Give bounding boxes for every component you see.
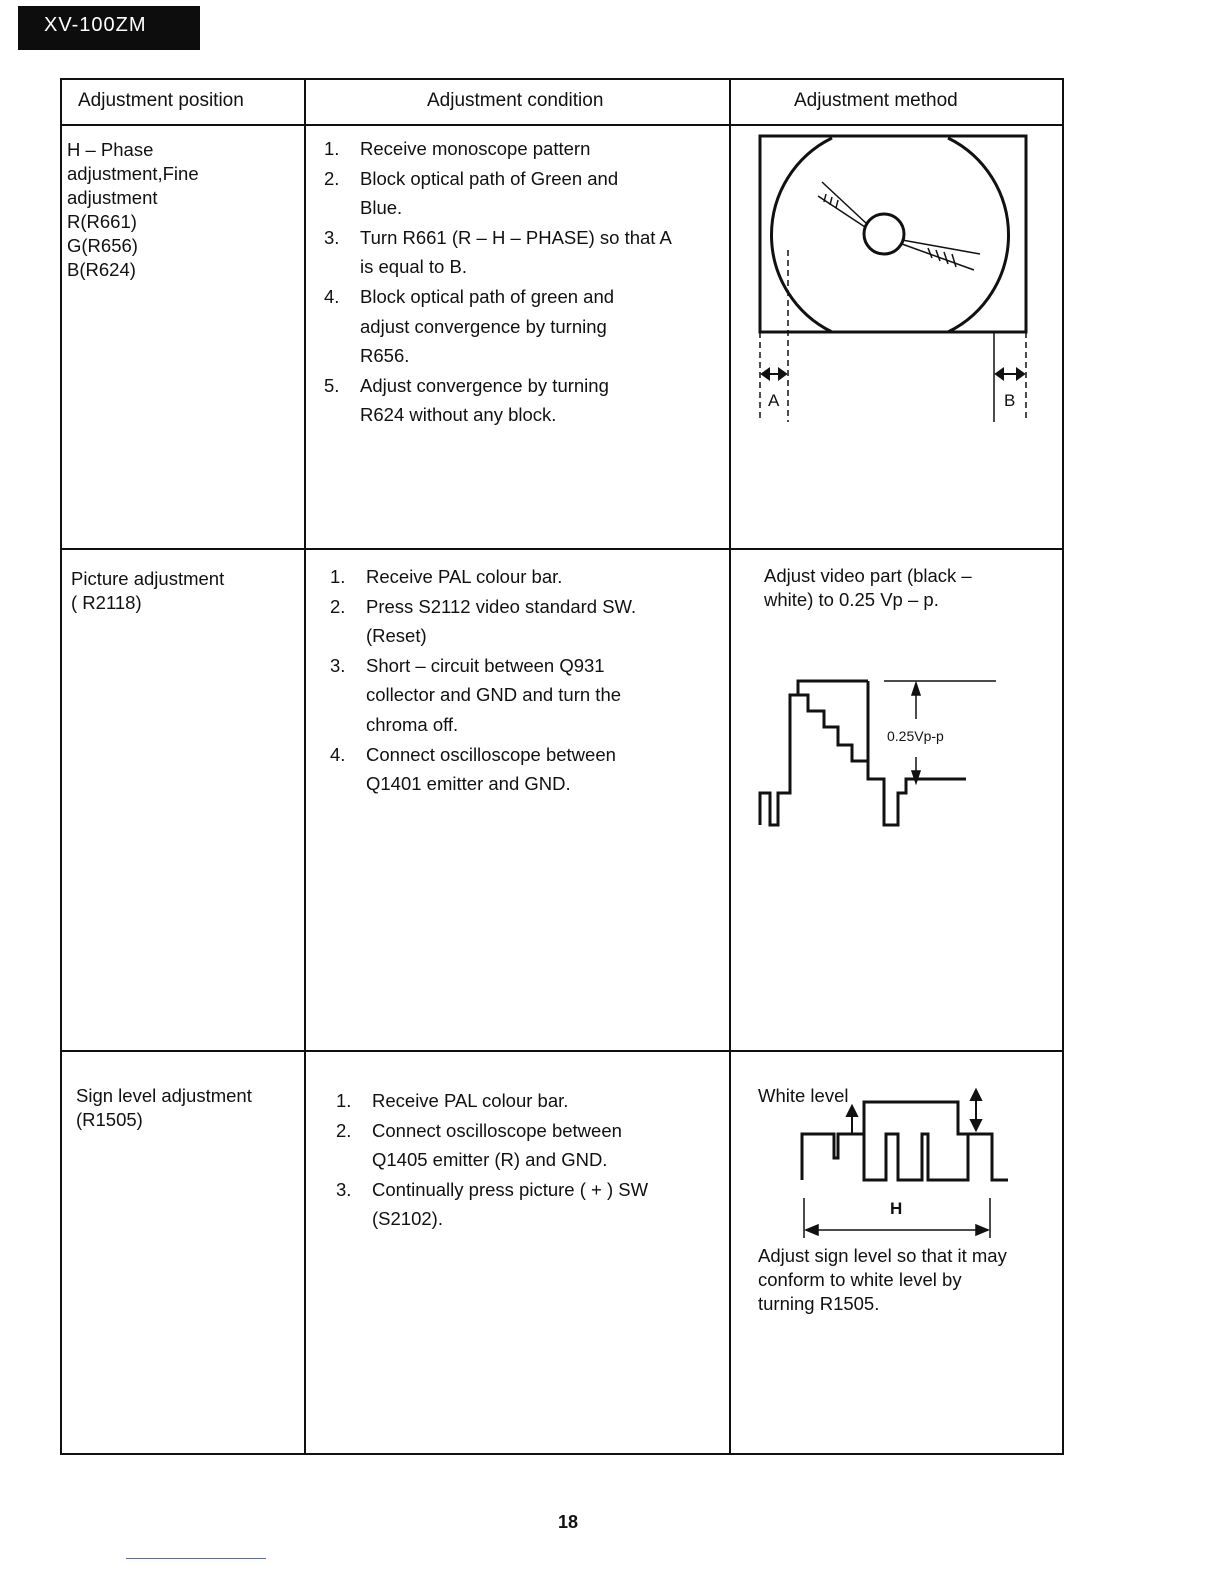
sign-level-waveform	[752, 1078, 1042, 1248]
step-number: 1.	[330, 566, 346, 587]
position-line: ( R2118)	[71, 592, 142, 613]
row3-method-text	[758, 1244, 1007, 1316]
step-number: 2.	[330, 595, 346, 617]
step-number: 2.	[336, 1119, 352, 1141]
step-line: Blue.	[360, 197, 403, 219]
column-divider	[304, 80, 306, 1453]
step-line: Continually press picture ( + ) SW	[372, 1178, 649, 1200]
monoscope-diagram	[752, 130, 1042, 430]
arrow-a	[762, 369, 786, 379]
row2-position	[71, 567, 224, 615]
row1-position	[67, 138, 199, 282]
step-line: Short – circuit between Q931	[366, 654, 605, 676]
step-number: 5.	[324, 374, 340, 396]
waveform-steps	[798, 681, 868, 761]
row3-steps	[336, 1086, 648, 1234]
step-line: Block optical path of green and	[360, 285, 615, 307]
label-a: A	[768, 391, 780, 410]
header-position: Adjustment position	[78, 90, 244, 111]
step-item	[336, 1086, 648, 1116]
step-item	[324, 282, 672, 371]
step-item	[330, 651, 636, 740]
h-arrow	[806, 1225, 988, 1235]
h-label: H	[890, 1199, 903, 1218]
row-divider	[62, 1050, 1062, 1052]
step-number: 4.	[324, 285, 340, 307]
position-line: Sign level adjustment	[76, 1085, 252, 1106]
step-item	[324, 223, 672, 282]
arrow-b	[996, 369, 1024, 379]
step-line: Block optical path of Green and	[360, 167, 619, 189]
step-line: Adjust convergence by turning	[360, 374, 609, 396]
sign-level-arrow	[971, 1090, 981, 1130]
step-item	[324, 371, 672, 430]
white-level-label: White level	[758, 1085, 849, 1106]
row-divider	[62, 548, 1062, 550]
step-line: (S2102).	[372, 1208, 443, 1230]
header-condition: Adjustment condition	[427, 90, 604, 111]
step-line: chroma off.	[366, 713, 459, 735]
column-divider	[729, 80, 731, 1453]
step-line: Q1405 emitter (R) and GND.	[372, 1149, 608, 1171]
adjustment-table	[60, 78, 1064, 1455]
step-line: (Reset)	[366, 625, 427, 647]
position-line: Picture adjustment	[71, 568, 225, 589]
step-item	[324, 134, 672, 164]
label-b: B	[1004, 391, 1016, 410]
step-line: is equal to B.	[360, 256, 467, 278]
step-item	[336, 1175, 648, 1234]
row2-steps	[330, 562, 636, 799]
step-line: collector and GND and turn the	[366, 684, 622, 706]
wedge-lower-right	[902, 240, 980, 270]
row3-position	[76, 1084, 252, 1132]
method-line: white) to 0.25 Vp – p.	[764, 589, 939, 610]
method-line: conform to white level by	[758, 1269, 962, 1290]
model-tag: XV-100ZM	[18, 6, 200, 50]
header-method: Adjustment method	[794, 90, 958, 111]
step-line: Press S2112 video standard SW.	[366, 595, 637, 617]
circle-left-arc	[771, 138, 832, 332]
step-number: 2.	[324, 167, 340, 189]
footer-rule	[126, 1558, 266, 1559]
step-line: Receive PAL colour bar.	[372, 1090, 569, 1111]
page-number: 18	[558, 1512, 579, 1532]
vpp-label: 0.25Vp-p	[887, 728, 944, 744]
white-level-arrow	[847, 1106, 857, 1134]
wedge-upper-left	[818, 182, 867, 227]
step-number: 1.	[336, 1090, 352, 1111]
step-item	[336, 1116, 648, 1175]
step-number: 4.	[330, 743, 346, 765]
position-line: adjustment	[67, 187, 158, 208]
circle-right-arc	[948, 138, 1009, 332]
step-line: Receive PAL colour bar.	[366, 566, 563, 587]
row1-steps	[324, 134, 672, 430]
position-line: G(R656)	[67, 235, 138, 256]
step-item	[324, 164, 672, 223]
step-item	[330, 562, 636, 592]
step-line: R624 without any block.	[360, 404, 557, 426]
position-line: (R1505)	[76, 1109, 143, 1130]
position-line: adjustment,Fine	[67, 163, 199, 184]
step-line: Connect oscilloscope between	[366, 743, 616, 765]
waveform-pulses	[864, 1134, 1008, 1180]
step-line: adjust convergence by turning	[360, 315, 607, 337]
step-line: R656.	[360, 345, 410, 367]
step-line: Turn R661 (R – H – PHASE) so that A	[360, 226, 672, 248]
step-number: 1.	[324, 138, 340, 159]
step-number: 3.	[336, 1178, 352, 1200]
step-number: 3.	[330, 654, 346, 676]
step-item	[330, 592, 636, 651]
center-circle	[864, 214, 904, 254]
step-line: Connect oscilloscope between	[372, 1119, 622, 1141]
staircase-waveform	[752, 675, 1002, 835]
row-divider	[62, 124, 1062, 126]
step-line: Receive monoscope pattern	[360, 138, 591, 159]
method-line: Adjust video part (black –	[764, 565, 972, 586]
position-line: B(R624)	[67, 259, 136, 280]
method-line: turning R1505.	[758, 1293, 880, 1314]
step-number: 3.	[324, 226, 340, 248]
position-line: H – Phase	[67, 139, 154, 160]
step-line: Q1401 emitter and GND.	[366, 773, 571, 795]
method-line: Adjust sign level so that it may	[758, 1245, 1007, 1266]
position-line: R(R661)	[67, 211, 137, 232]
step-item	[330, 740, 636, 799]
row2-method-text	[764, 564, 972, 612]
